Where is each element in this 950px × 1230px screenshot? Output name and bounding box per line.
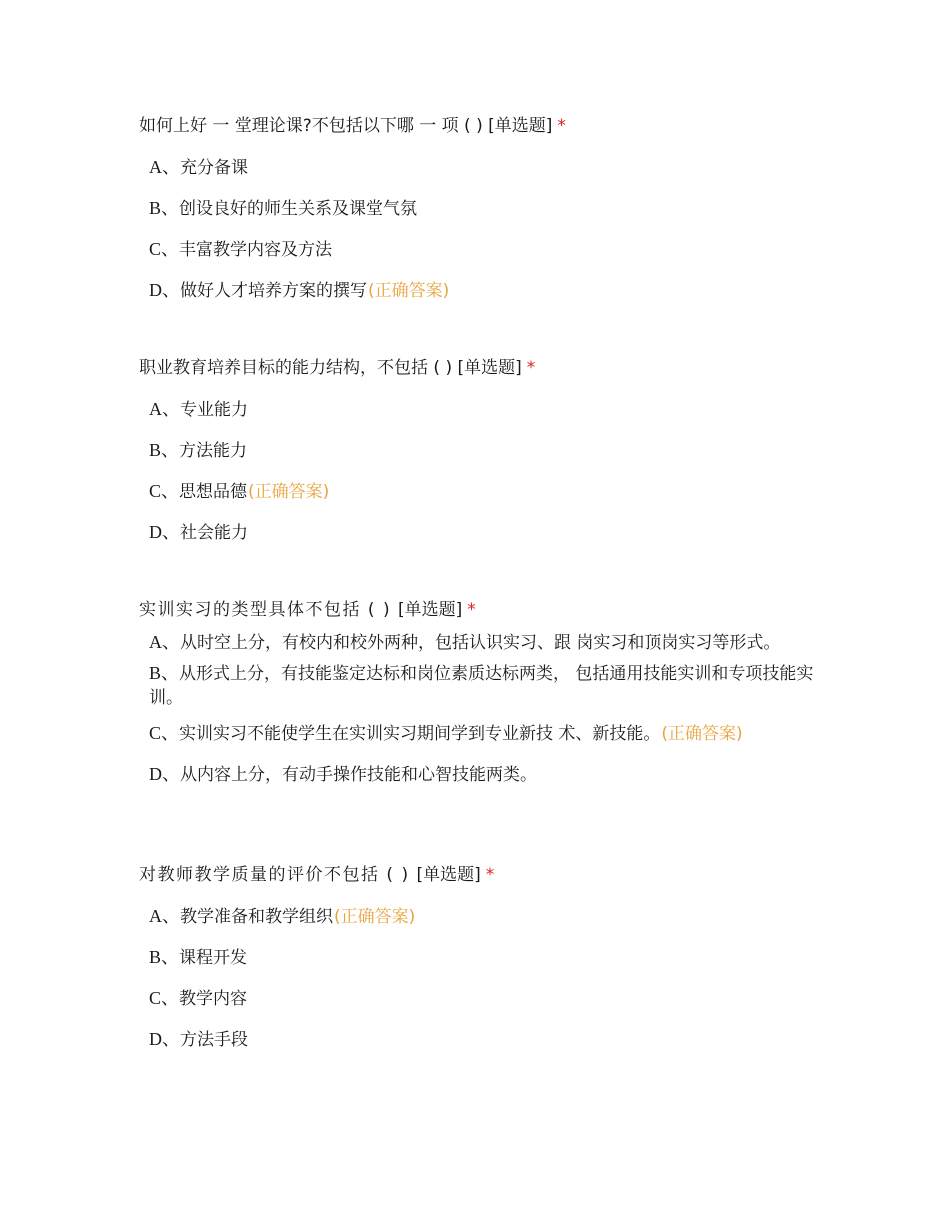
option-b[interactable] <box>149 430 819 471</box>
option-letter: D、 <box>149 1029 180 1049</box>
option-a[interactable] <box>149 627 819 658</box>
correct-answer-tag: (正确答案) <box>334 907 416 927</box>
correct-answer-tag: (正确答案) <box>368 281 450 301</box>
option-list <box>139 896 819 1060</box>
required-mark: * <box>526 358 536 378</box>
option-text: 专业能力 <box>180 400 248 420</box>
question-3 <box>139 597 819 795</box>
option-letter: C、 <box>149 481 180 501</box>
option-letter: A、 <box>149 399 180 419</box>
required-mark: * <box>557 116 566 136</box>
option-letter: D、 <box>149 280 180 300</box>
option-letter: A、 <box>149 632 180 652</box>
option-c[interactable] <box>149 713 819 754</box>
option-text: 丰富教学内容及方法 <box>179 240 333 260</box>
option-text: 思想品德 <box>179 482 248 502</box>
correct-answer-tag: (正确答案) <box>661 724 743 744</box>
option-list <box>139 389 819 553</box>
option-text: 实训实习不能使学生在实训实习期间学到专业新技 术、新技能。 <box>179 724 661 744</box>
option-text: 创设良好的师生关系及课堂气氛 <box>179 199 418 219</box>
question-type: [单选题] <box>416 865 481 885</box>
option-text: 做好人才培养方案的撰写 <box>180 281 367 301</box>
option-c[interactable] <box>149 229 819 270</box>
option-text: 充分备课 <box>180 158 248 178</box>
question-text: 如何上好 一 堂理论课?不包括以下哪 一 项 ( ) <box>139 116 489 136</box>
option-a[interactable] <box>149 147 819 188</box>
question-2 <box>139 355 819 553</box>
option-a[interactable] <box>149 896 819 937</box>
option-text: 社会能力 <box>180 523 248 543</box>
question-title <box>139 597 819 623</box>
question-text: 实训实习的类型具体不包括 ( ) <box>139 600 398 620</box>
option-letter: A、 <box>149 906 180 926</box>
option-text: 从内容上分，有动手操作技能和心智技能两类。 <box>180 765 537 785</box>
question-text: 职业教育培养目标的能力结构，不包括 ( ) <box>139 358 458 378</box>
option-text: 方法手段 <box>180 1030 248 1050</box>
option-c[interactable] <box>149 471 819 512</box>
question-type: [单选题] <box>457 358 522 378</box>
question-type: [单选题] <box>397 600 463 620</box>
option-d[interactable] <box>149 270 819 311</box>
question-1 <box>139 113 819 311</box>
option-b[interactable] <box>149 937 819 978</box>
option-letter: B、 <box>149 663 180 683</box>
option-list <box>139 147 819 311</box>
option-letter: C、 <box>149 239 180 259</box>
question-text: 对教师教学质量的评价不包括 ( ) <box>139 865 417 885</box>
option-letter: D、 <box>149 764 180 784</box>
option-text: 方法能力 <box>179 441 248 461</box>
option-d[interactable] <box>149 1019 819 1060</box>
option-letter: B、 <box>149 198 180 218</box>
correct-answer-tag: (正确答案) <box>248 482 330 502</box>
option-letter: A、 <box>149 157 180 177</box>
option-letter: B、 <box>149 440 180 460</box>
option-text: 从形式上分，有技能鉴定达标和岗位素质达标两类， 包括通用技能实训和专项技能实训。 <box>149 664 814 708</box>
option-a[interactable] <box>149 389 819 430</box>
option-letter: D、 <box>149 522 180 542</box>
question-type: [单选题] <box>488 116 553 136</box>
option-letter: B、 <box>149 947 180 967</box>
option-d[interactable] <box>149 754 819 795</box>
option-text: 课程开发 <box>179 948 248 968</box>
option-text: 从时空上分，有校内和校外两种，包括认识实习、跟 岗实习和顶岗实习等形式。 <box>180 633 781 653</box>
question-title <box>139 862 819 888</box>
question-4 <box>139 862 819 1060</box>
required-mark: * <box>485 865 496 885</box>
option-d[interactable] <box>149 512 819 553</box>
question-title <box>139 355 819 381</box>
question-title <box>139 113 819 139</box>
option-text: 教学内容 <box>179 989 248 1009</box>
option-b[interactable] <box>149 658 819 713</box>
option-c[interactable] <box>149 978 819 1019</box>
option-letter: C、 <box>149 723 180 743</box>
option-letter: C、 <box>149 988 180 1008</box>
option-b[interactable] <box>149 188 819 229</box>
option-list <box>139 627 819 795</box>
option-text: 教学准备和教学组织 <box>180 907 333 927</box>
required-mark: * <box>467 600 478 620</box>
